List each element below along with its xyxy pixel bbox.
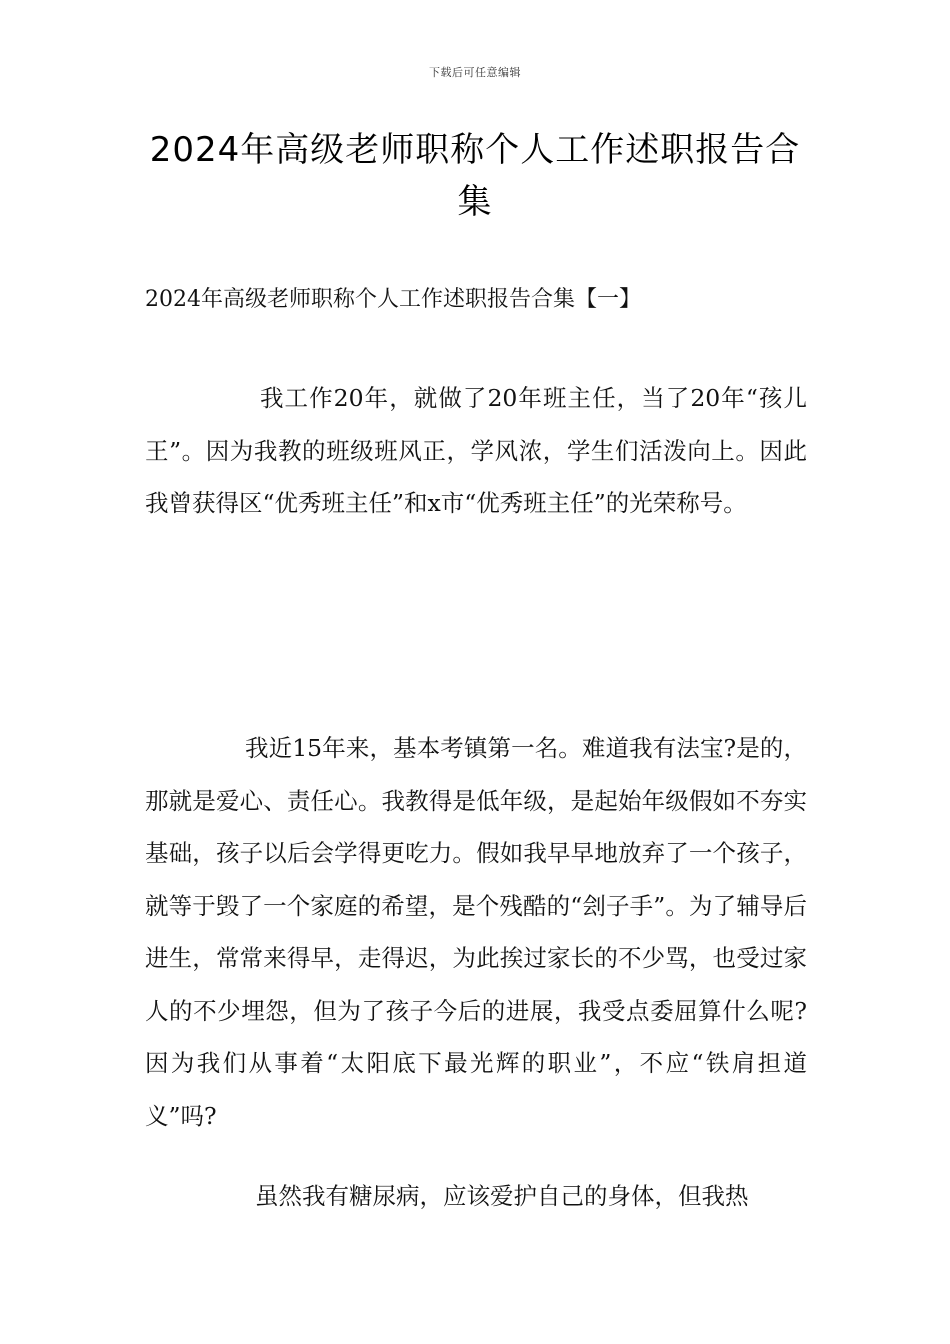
page-header-note: 下载后可任意编辑 [429, 66, 521, 79]
document-title: 2024年高级老师职称个人工作述职报告合集 [149, 130, 801, 222]
paragraph-3: 虽然我有糖尿病，应该爱护自己的身体，但我热 [255, 1182, 749, 1210]
paragraph-1: 我工作20年，就做了20年班主任，当了20年“孩儿王”。因为我教的班级班风正，学风浓，学生们活泼向上。因此我曾获得区“优秀班主任”和x市“优秀班主任”的光荣称号。 [145, 384, 807, 517]
section-heading: 2024年高级老师职称个人工作述职报告合集【一】 [145, 287, 641, 312]
paragraph-2: 我近15年来，基本考镇第一名。难道我有法宝?是的，那就是爱心、责任心。我教得是低年级，是起始年级假如不夯实基础，孩子以后会学得更吃力。假如我早早地放弃了一个孩子，就等于毁了一个家庭的希望，是个残酷的“刽子手”。为了辅导后进生，常常来得早，走得迟，为此挨过家长的不少骂，也受过家人的不少埋怨，但为了孩子今后的进展，我受点委屈算什么呢?因为我们从事着“太阳底下最光辉的职业”，不应“铁肩担道义”吗? [145, 734, 807, 1130]
